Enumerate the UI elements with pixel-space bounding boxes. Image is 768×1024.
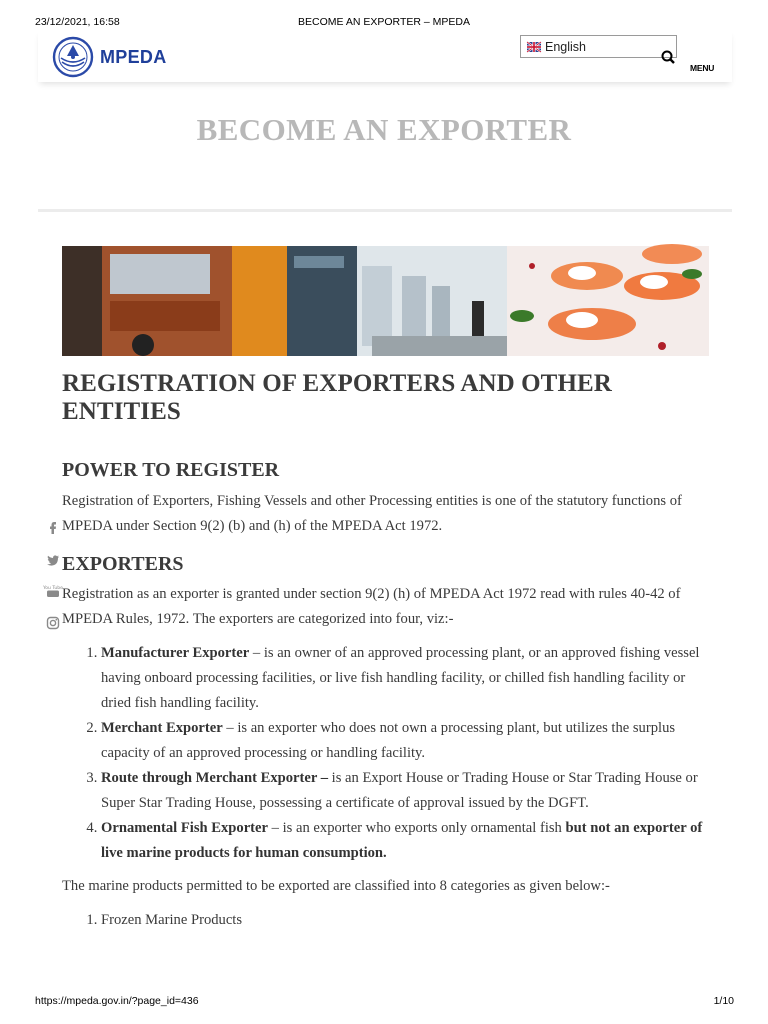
logo-text: MPEDA	[100, 46, 167, 67]
print-timestamp: 23/12/2021, 16:58	[35, 16, 120, 28]
uk-flag-icon	[527, 42, 541, 52]
menu-button[interactable]: MENU	[690, 63, 715, 73]
search-icon[interactable]	[660, 52, 676, 64]
main-content	[62, 370, 712, 933]
power-text: Registration of Exporters, Fishing Vessels and other Processing entities is one of the statutory functions of MPEDA under Section 9(2) (b) and (h) of the MPEDA Act 1972.	[62, 493, 682, 534]
facebook-icon[interactable]	[46, 520, 60, 534]
product-list	[101, 908, 712, 933]
page-title: BECOME AN EXPORTER	[196, 112, 572, 147]
print-url: https://mpeda.gov.in/?page_id=436	[35, 995, 199, 1007]
print-page-number: 1/10	[713, 995, 734, 1007]
exporter-categories	[101, 641, 712, 866]
list-item: 4. Ornamental Fish Exporter – is an exporter who exports only ornamental fish but not an exporter of live marine products for human consumption.	[101, 816, 712, 866]
exporters-text: Registration as an exporter is granted under section 9(2) (h) of MPEDA Act 1972 read with rules 40-42 of MPEDA Rules, 1972. The exporters are categorized into four, viz:-	[62, 586, 681, 627]
svg-text:You Tube: You Tube	[43, 586, 63, 591]
section-title: REGISTRATION OF EXPORTERS AND OTHER ENTITIES	[62, 370, 612, 425]
list-item: 3. Route through Merchant Exporter – is an Export House or Trading House or Star Trading House or Super Star Trading House, possessing a certificate of approval issued by the DGFT.	[101, 766, 712, 816]
print-doc-title: BECOME AN EXPORTER – MPEDA	[298, 16, 470, 28]
power-heading: POWER TO REGISTER	[62, 459, 280, 481]
youtube-icon[interactable]	[43, 584, 63, 598]
exporters-heading: EXPORTERS	[62, 553, 184, 575]
language-label: English	[545, 39, 586, 54]
instagram-icon[interactable]	[46, 616, 60, 630]
list-item: 1. Manufacturer Exporter – is an owner of an approved processing plant, or an approved fishing vessel having onboard processing facilities, or live fish handling facility, or chilled fish handling facility or dried fish handling facility.	[101, 641, 712, 716]
banner-image	[62, 246, 709, 356]
hero-divider	[38, 209, 732, 212]
mpeda-logo[interactable]	[52, 35, 182, 79]
twitter-icon[interactable]	[46, 553, 60, 567]
mpeda-emblem-icon	[52, 36, 94, 78]
language-select[interactable]	[520, 35, 677, 58]
list-item: 2. Merchant Exporter – is an exporter who does not own a processing plant, but utilizes the surplus capacity of an approved processing or handling facility.	[101, 716, 712, 766]
products-intro: The marine products permitted to be exported are classified into 8 categories as given below:-	[62, 878, 610, 894]
print-footer	[0, 995, 768, 1009]
list-item: 1. Frozen Marine Products	[101, 908, 712, 933]
site-header	[38, 30, 732, 82]
print-header	[0, 16, 768, 30]
